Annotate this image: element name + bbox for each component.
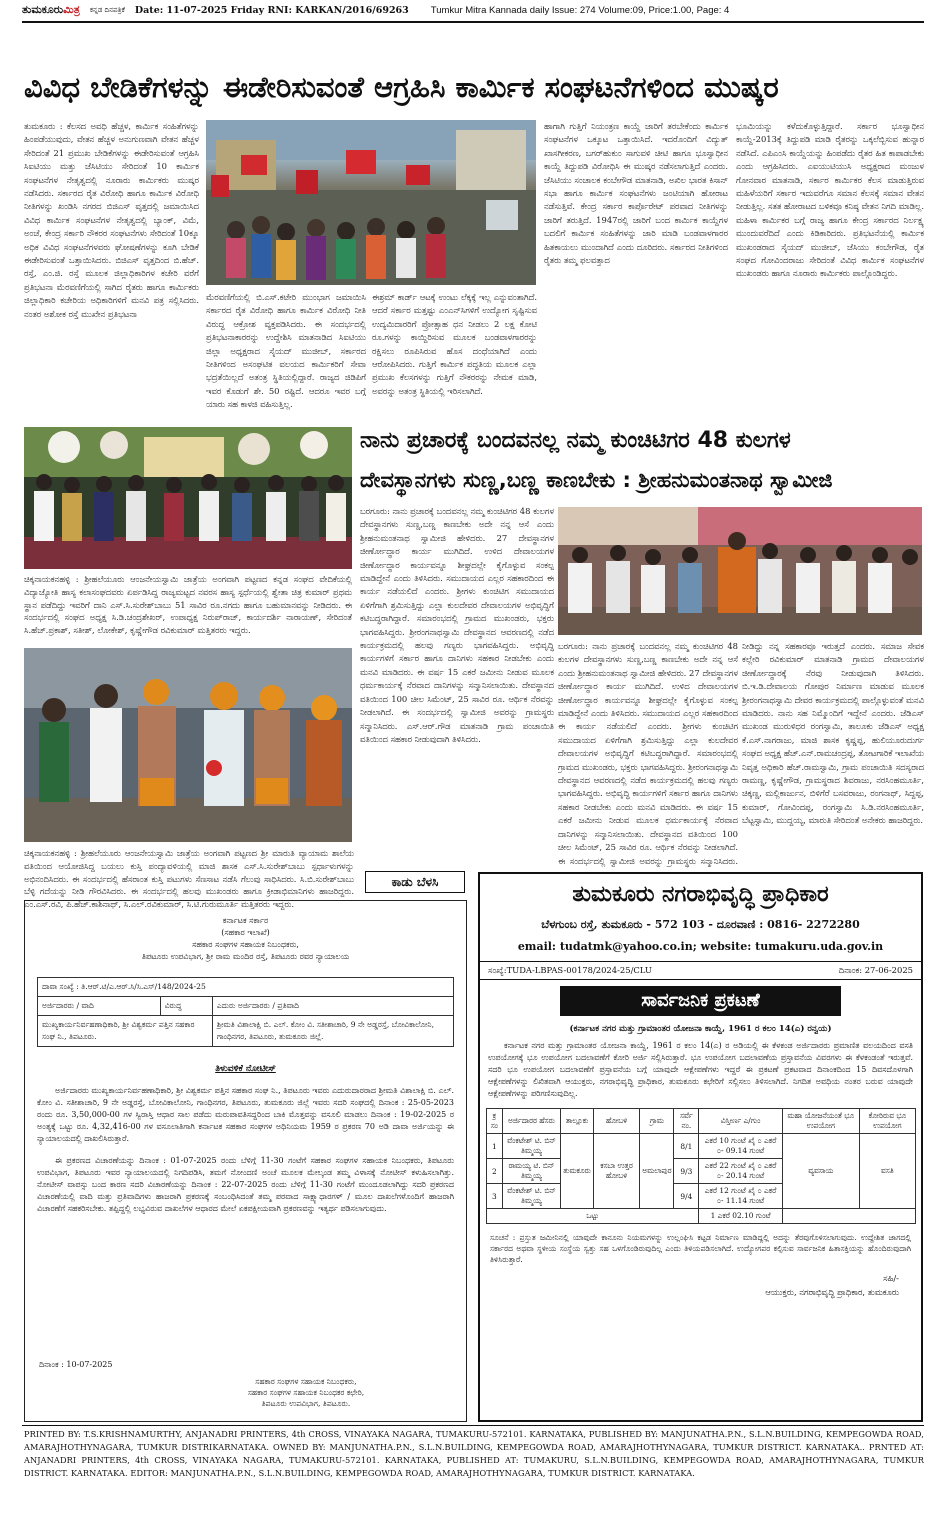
public-notice-banner: ಸಾರ್ವಜನಿಕ ಪ್ರಕಟಣೆ: [560, 986, 841, 1016]
tuda-address: ಬೆಳಗುಂಬ ರಸ್ತೆ, ತುಮಕೂರು - 572 103 - ದೂರವಾಣಿ : 0816- 2272280: [541, 918, 860, 931]
grow-forest-tag: ಕಾಡು ಬೆಳಸಿ: [365, 871, 465, 893]
tuda-contact: email: tudatmk@yahoo.co.in; website: tumakuru.uda.gov.in: [517, 940, 884, 953]
logo-subtitle: ಕನ್ನಡ ದಿನಪತ್ರಿಕೆ: [89, 5, 125, 14]
story2-headline-line1: ನಾನು ಪ್ರಚಾರಕ್ಕೆ ಬಂದವನಲ್ಲ ನಮ್ಮ ಕುಂಚಿಟಿಗರ 48 ಕುಲಗಳ: [360, 428, 791, 453]
th-requested-use: ಕೋರಿರುವ ಭೂ ಉಪಯೋಗ: [859, 1109, 915, 1134]
cooperative-legal-notice: [24, 900, 467, 1422]
cell-applicant: ರಾಮಯ್ಯ ಟಿ. ಬಿನ್ ತಿಮ್ಮಯ್ಯ: [502, 1159, 561, 1184]
table-row: [487, 1134, 916, 1159]
defendant-cell: ಶ್ರೀಮತಿ ವಿಶಾಲಾಕ್ಷಿ ಬಿ. ಎಲ್. ಕೋಂ ವಿ. ಸತೀಶಾಚಾರಿ, 9 ನೇ ಅಡ್ಡರಸ್ತೆ, ಬೋವಿಕಾಲೋನಿ, ಗಾಂಧಿನಗರ, ತಿಪಟೂರು, ತುಮಕೂರು ಜಿಲ್ಲೆ.: [212, 1016, 453, 1047]
notice-govt-header: ಕರ್ನಾಟಕ ಸರ್ಕಾರ: [222, 916, 269, 925]
th-area: ವಿಸ್ತೀರ್ಣ ಎ/ಗುಂ: [699, 1109, 783, 1134]
sign-line1: ಸಹಕಾರ ಸಂಘಗಳ ಸಹಾಯಕ ನಿಬಂಧಕರು,: [255, 1377, 357, 1386]
tuda-public-notice: [478, 872, 923, 1422]
cell-total-label: ಒಟ್ಟು: [487, 1209, 699, 1224]
story2-col1: ಬರಗೂರು: ನಾನು ಪ್ರಚಾರಕ್ಕೆ ಬಂದವನಲ್ಲ ನಮ್ಮ ಕುಂಚಿಟಿಗರ 48 ಕುಲಗಳ ದೇವಸ್ಥಾನಗಳು ಸುಣ್ಣ,ಬಣ್ಣ ಕಾಣಬೇಕು ಅದೇ ನನ್ನ ಆಸೆ ಎಂದು ಶ್ರೀಹನುಮಂತನಾಥ ಸ್ವಾಮೀಜಿ ಹೇಳಿದರು. 27 ದೇವಸ್ಥಾನಗಳ ಜೀರ್ಣೋದ್ಧಾರ ಕಾರ್ಯ ಮುಗಿದಿದೆ. ಉಳಿದ ದೇವಾಲಯಗಳ ಜೀರ್ಣೋದ್ಧಾರ ಕಾರ್ಯವನ್ನೂ ಶೀಘ್ರದಲ್ಲೇ ಕೈಗೊಳ್ಳುವ ಸಂಕಲ್ಪ ಮಾಡಿದ್ದೇನೆ ಎಂದು ತಿಳಿಸಿದರು. ಸಮುದಾಯದ ಎಲ್ಲರ ಸಹಕಾರದಿಂದ ಈ ಕಾರ್ಯ ನಡೆಯಲಿದೆ ಎಂದರು. ಶ್ರೀಗಳು ಕುಂಚಿಟಿಗ ಸಮುದಾಯದ ಏಳಿಗೆಗಾಗಿ ಶ್ರಮಿಸುತ್ತಿದ್ದು ಎಲ್ಲಾ ಕುಲದೇವರ ದೇವಾಲಯಗಳ ಅಭಿವೃದ್ಧಿಗೆ ಕಟಿಬದ್ಧರಾಗಿದ್ದಾರೆ. ಸಮಾರಂಭದಲ್ಲಿ ಗ್ರಾಮದ ಮುಖಂಡರು, ಭಕ್ತರು ಭಾಗವಹಿಸಿದ್ದರು. ಶ್ರೀರಂಗನಾಥಸ್ವಾಮಿ ದೇವಸ್ಥಾನದ ಆವರಣದಲ್ಲಿ ನಡೆದ ಕಾರ್ಯಕ್ರಮದಲ್ಲಿ ಹಲವು ಗಣ್ಯರು ಭಾಗವಹಿಸಿದ್ದರು. ಅಭಿವೃದ್ಧಿ ಕಾರ್ಯಗಳಿಗೆ ಸರ್ಕಾರ ಹಾಗೂ ದಾನಿಗಳು ಸಹಕಾರ ನೀಡಬೇಕು ಎಂದು ಮನವಿ ಮಾಡಿದರು. ಈ ವರ್ಷ 15 ಎಕರೆ ಜಮೀನು ನೀಡುವ ಮೂಲಕ ಧರ್ಮಕಾರ್ಯಕ್ಕೆ ನೆರವಾದ ದಾನಿಗಳನ್ನು ಸನ್ಮಾನಿಸಲಾಯಿತು. ದೇವಸ್ಥಾನದ ವತಿಯಿಂದ 100 ಚೀಲ ಸಿಮೆಂಟ್, 25 ಸಾವಿರ ರೂ. ಆರ್ಥಿಕ ನೆರವನ್ನು ನೀಡಲಾಗಿದೆ. ಈ ಸಂದರ್ಭದಲ್ಲಿ ಸ್ವಾಮೀಜಿ ಅವರನ್ನು ಗ್ರಾಮಸ್ಥರು ಸನ್ಮಾನಿಸಿದರು. ಎಸ್.ಆರ್.ಗೌಡ ಮಾತನಾಡಿ ಗ್ರಾಮ ಪಂಚಾಯಿತಿ ವತಿಯಿಂದ ಸಹಕಾರ ನೀಡುವುದಾಗಿ ತಿಳಿಸಿದರು.: [360, 506, 554, 744]
th-hobli: ಹೋಬಳಿ: [593, 1109, 639, 1134]
issue-date-rni: Date: 11-07-2025 Friday RNI: KARKAN/2016/69263: [134, 4, 409, 16]
cell-total-empty: [782, 1209, 915, 1224]
notice-title: ತಿಳುವಳಿಕೆ ನೋಟೀಸ್: [215, 1064, 276, 1074]
masthead-rule: [22, 21, 924, 23]
story1-headline: ವಿವಿಧ ಬೇಡಿಕೆಗಳನ್ನು ಈಡೇರಿಸುವಂತೆ ಆಗ್ರಹಿಸಿ ಕಾರ್ಮಿಕ ಸಂಘಟನೆಗಳಿಂದ ಮುಷ್ಕರ: [24, 70, 779, 104]
swamiji-photo-art: [558, 507, 922, 635]
cell-survey: 9/3: [674, 1159, 699, 1184]
story1-col3: ಈಶ್ರಮ್ ಕಾರ್ಡ್ ಆಟಕ್ಕೆ ಉಂಟು ಲೆಕ್ಕಕ್ಕೆ ಇಲ್ಲ ಎನ್ನುವಂತಾಗಿದೆ. ಆದರೆ ಸರ್ಕಾರ ಮತ್ತಷ್ಟು ಎಂಎನ್‌ಸಿಗಳಿಗೆ ಉದ್ಯೋಗ ಸೃಷ್ಟಿಸುವ ಉದ್ಯಮಿದಾರರಿಗೆ ಪ್ರೋತ್ಸಾಹ ಧನ ನೀಡಲು 2 ಲಕ್ಷ ಕೋಟಿ ರೂ.ಗಳನ್ನು ಕಾಯ್ದಿರಿಸುವ ಮೂಲಕ ಬಂಡವಾಳಗಾರರನ್ನು ರಕ್ಷಿಸಲು ರೂಪಿಸಿರುವ ಹೊಸ ದಂಧೆಯಾಗಿದೆ ಎಂದು ಆರೋಪಿಸಿದರು. ಗುತ್ತಿಗೆ ಕಾರ್ಮಿಕ ಪದ್ಧತಿಯ ಮೂಲಕ ಎಲ್ಲಾ ಪ್ರಮುಖ ಕೆಲಸಗಳನ್ನು ಗುತ್ತಿಗೆ ನೌಕರರನ್ನು ನೇಮಕ ಮಾಡಿ, ಅವರನ್ನು ಅತಂತ್ರ ಸ್ಥಿತಿಯಲ್ಲಿ ಇರಿಸಲಾಗಿದೆ.: [372, 292, 537, 396]
cell-survey: 8/1: [674, 1134, 699, 1159]
notice-office-address: ತಿಪಟೂರು ಉಪವಿಭಾಗ, ಶ್ರೀ ರಾಮ ಮಂದಿರ ರಸ್ತೆ, ತಿಪಟೂರು ರವರ ನ್ಯಾಯಾಲಯ: [141, 952, 350, 961]
land-use-header-row: [487, 1109, 916, 1134]
logo-text-b: ಮಿತ್ರ: [63, 3, 80, 16]
sign-line2: ಸಹಕಾರ ಸಂಘಗಳ ಸಹಾಯಕ ನಿಬಂಧಕರ ಕಛೇರಿ,: [247, 1388, 365, 1397]
cell-area: ಎಕರೆ 12 ಗುಂಟೆ ಖೈ ೦ ಎಕರೆ ೦- 11.14 ಗುಂಟೆ: [699, 1184, 783, 1209]
cell-survey: 9/4: [674, 1184, 699, 1209]
tuda-ref-date: ದಿನಾಂಕ: 27-06-2025: [838, 965, 913, 975]
swamiji-event-photo: [558, 507, 922, 635]
th-taluk: ತಾಲ್ಲೂಕು: [561, 1109, 594, 1134]
story1-col4: ಹಾಗಾಗಿ ಗುತ್ತಿಗೆ ನಿಯಂತ್ರಣ ಕಾಯ್ದೆ ಜಾರಿಗೆ ತರಬೇಕೆಂದು ಕಾರ್ಮಿಕ ಸಂಘಟನೆಗಳ ಒಕ್ಕೂಟ ಒತ್ತಾಯಿಸಿದೆ. ಇದರೊಂದಿಗೆ ವಿದ್ಯುತ್ ಖಾಸಗೀಕರಣ, ಬಗರ್‌ಹುಕುಂ ಸಾಗುವಳಿ ಚೀಟಿ ಹಾಗೂ ಭೂಸ್ವಾಧೀನ ಕಾಯ್ದೆ ತಿದ್ದುಪಡಿ ವಿರೋಧಿಸಿ ಈ ಮುಷ್ಕರ ನಡೆಸಲಾಗುತ್ತಿದೆ ಎಂದರು. ಜೆಸಿಟಿಯು ಸಂಚಾಲಕ ಕಂಬೇಗೌಡ ಮಾತನಾಡಿ, ಅಖಿಲ ಭಾರತ ಕಿಸಾನ್ ಸಭಾ ಹಾಗೂ ಕಾರ್ಮಿಕ ಸಂಘಟನೆಗಳು ಜಂಟಿಯಾಗಿ ಹೋರಾಟ ನಡೆಸುತ್ತಿವೆ. ಕೇಂದ್ರ ಸರ್ಕಾರ ಕಾರ್ಪೊರೇಟ್ ಪರವಾದ ನೀತಿಗಳನ್ನು ಜಾರಿಗೆ ತರುತ್ತಿದೆ. 1947ರಲ್ಲಿ ಜಾರಿಗೆ ಬಂದ ಕಾರ್ಮಿಕ ಕಾಯ್ದೆಗಳ ಬದಲಿಗೆ ಕಾರ್ಮಿಕ ಸಂಹಿತೆಗಳನ್ನು ಜಾರಿ ಮಾಡಿ ಬಂಡವಾಳಗಾರರ ಹಿತಕಾಯಲು ಮುಂದಾಗಿದೆ ಎಂದು ದೂರಿದರು. ಸರ್ಕಾರದ ನೀತಿಗಳಿಂದ ರೈತರು ತಮ್ಮ ಫಲವತ್ತಾದ: [544, 121, 728, 266]
notice-dept: (ಸಹಕಾರ ಇಲಾಖೆ): [221, 928, 270, 937]
tuda-act-subtitle: (ಕರ್ನಾಟಕ ನಗರ ಮತ್ತು ಗ್ರಾಮಾಂತರ ಯೋಜನಾ ಕಾಯ್ದೆ, 1961 ರ ಕಲಂ 14(ಎ) ರನ್ವಯ): [569, 1024, 832, 1034]
wrestling-caption: ಚಿಕ್ಕನಾಯಕನಹಳ್ಳಿ : ಶ್ರೀಹಲೆಯೂರು ಆಂಜನೇಯಸ್ವಾಮಿ ಜಾತ್ರೆಯ ಅಂಗವಾಗಿ ಪಟ್ಟಣದ ಶ್ರೀ ಮಾರುತಿ ವ್ಯಾಯಾಮ ಶಾಲೆಯ ವತಿಯಿಂದ ಆಯೋಜಿಸಿದ್ದ ಬಯಲು ಕುಸ್ತಿ ಪಂದ್ಯಾವಳಿಯಲ್ಲಿ ಮಾಜಿ ಶಾಸಕ ಎಸ್.ಸಿ.ಸುರೇಶ್‌ಬಾಬು ಸ್ಪರ್ಧಾಳುಗಳನ್ನು ಅಭಿನಂದಿಸಿದರು. ಈ ಸಂದರ್ಭದಲ್ಲಿ ಹೆಸರಾಂತ ಕುಸ್ತಿ ಪಟುಗಳು ಸೆಣಸಾಟ ನಡೆಸಿ ಗೆಲುವು ಸಾಧಿಸಿದರು. ಸಿ.ಬಿ.ಸುರೇಶ್‌ಬಾಬು ಬೆಳ್ಳಿ ಗದೆಯನ್ನು ನೀಡಿ ಗೌರವಿಸಿದರು. ಈ ಸಂದರ್ಭದಲ್ಲಿ ಹಲವು ಮುಖಂಡರು ಹಾಗೂ ಕ್ರೀಡಾಭಿಮಾನಿಗಳು ಹಾಜರಿದ್ದರು. ಎಂ.ಎಸ್.ರವಿ, ಪಿ.ಹೆಚ್.ಕಾಶಿನಾಥ್, ಸಿ.ಎಲ್.ರವಿಕುಮಾರ್, ಸಿ.ಟಿ.ಗುರುಮೂರ್ತಿ ಮತ್ತಿತರರು ಇದ್ದರು.: [24, 848, 354, 910]
case-number: ದಾವಾ ಸಂಖ್ಯೆ : ತಿ.ಆರ್.ಟಿ/ಎ.ಆರ್.ಸಿ/ಸಿ.ಎಸ್/148/2024-25: [38, 978, 454, 997]
cell-area: ಎಕರೆ 10 ಗುಂಟೆ ಖೈ ೦ ಎಕರೆ ೦- 09.14 ಗುಂಟೆ: [699, 1134, 783, 1159]
issue-info: Tumkur Mitra Kannada daily Issue: 274 Volume:09, Price:1.00, Page: 4: [430, 4, 730, 16]
notice-para2: ಈ ಪ್ರಕರಣದ ವಿಚಾರಣೆಯನ್ನು ದಿನಾಂಕ : 01-07-2025 ರಂದು ಬೆಳಿಗ್ಗೆ 11-30 ಗಂಟೆಗೆ ಸಹಕಾರ ಸಂಘಗಳ ಸಹಾಯಕ ನಿಬಂಧಕರು, ತಿಪಟೂರು ಉಪವಿಭಾಗ, ತಿಪಟೂರು ಇವರ ನ್ಯಾಯಾಲಯದಲ್ಲಿ ನಿಗದಿಪಡಿಸಿ, ತಮಗೆ ನೋಂದಣಿ ಅಂಚೆ ಮೂಲಕ ಮೇಲ್ಕಂಡ ತಮ್ಮ ವಿಳಾಸಕ್ಕೆ ನೋಟೀಸ್ ಕಳುಹಿಸಲಾಗಿತ್ತು. ನೋಟೀಸ್ ವಾಪಸ್ಸು ಬಂದ ಕಾರಣ ಸದರಿ ವಿಚಾರಣೆಯನ್ನು ದಿನಾಂಕ : 22-07-2025 ರಂದು ಬೆಳಿಗ್ಗೆ 11-30 ಗಂಟೆಗೆ ಮುಂದೂಡಲಾಗಿದ್ದು ಸದರಿ ಪ್ರಕರಣದ ವಿಚಾರಣೆಯಲ್ಲಿ ವಾದಿ ಮತ್ತು ಪ್ರತಿವಾದಿಗಳು ಹಾಜರಾಗಿ ಪ್ರಕರಣಕ್ಕೆ ಸಂಬಂಧಿಸಿದಂತೆ ತಮ್ಮ ಪರವಾದ ಸಾಕ್ಷ್ಯಾಧಾರಗಳ್ / ಮೂಲ ದಾಖಲೆಗಳೊಂದಿಗೆ ಹಾಜರಾಗಿ ವಿಚಾರಣೆಗೆ ಸಹಕರಿಸಬೇಕು. ತಪ್ಪಿದ್ದಲ್ಲಿ ಲಭ್ಯವಿರುವ ದಾಖಲೆಗಳ ಆಧಾರದ ಮೇಲೆ ಏಕಪಕ್ಷೀಯವಾಗಿ ಪ್ರಕರಣವನ್ನು ಇತ್ಯರ್ಥ ಪಡಿಸಲಾಗುವುದು.: [37, 1156, 454, 1213]
notice-date: ದಿನಾಂಕ : 10-07-2025: [39, 1360, 113, 1369]
newspaper-logo: [22, 3, 80, 17]
award-photo-art: [24, 427, 352, 569]
tuda-sign-line2: ಆಯುಕ್ತರು, ನಗರಾಭಿವೃದ್ಧಿ ಪ್ರಾಧಿಕಾರ, ತುಮಕೂರು: [765, 1287, 899, 1297]
col-vs-head: ವಿರುದ್ಧ: [160, 997, 212, 1016]
imprint-footer: PRINTED BY: T.S.KRISHNAMURTHY, ANJANADRI PRINTERS, 4th CROSS, VINAYAKA NAGARA, TUMAKURU-572101. KARNATAKA, PUBLISHED BY: MANJUNATHA.P.N., S.L.N.BUILDING, KEMPEGOWDA ROAD, AMARAJHOTHYNAGARA, TUMKUR DISTRIKARNATAKA. OWNED BY: MANJUNATHA.P.N., S.L.N.BUILDING, KEMPEGOWDA ROAD, AMARAJHOTHYNAGARA, TUMKUR DISTRICT. KARNATAKA.. PRNTED AT: ANJANADRI PRINTERS, 4th CROSS, VINAYAKA NAGARA, TUMAKURU-572101. KARNATAKA, PUBLISHED AT: TUMAKURU, S.L.N.BUILDING, KEMPEGOWDA ROAD, AMARAJHOTHYNAGARA, TUMKUR DISTRICT. KARNATAKA. EDITOR: MANJUNATHA.P.N., S.L.N.BUILDING, KEMPEGOWDA ROAD, AMARAJHOTHYNAGARA, TUMKUR DISTRICT. KARNATAKA.: [24, 1429, 924, 1478]
notice-office: ಸಹಕಾರ ಸಂಘಗಳ ಸಹಾಯಕ ನಿಬಂಧಕರು,: [192, 940, 299, 949]
cell-village: ಅಮಲಾಪುರ: [640, 1134, 674, 1209]
notice-para1: ಅರ್ಜಿದಾರರು ಮುಖ್ಯಕಾರ್ಯನಿರ್ವಹಣಾಧಿಕಾರಿ, ಶ್ರೀ ವಿಶ್ವಕರ್ಮ ಪತ್ತಿನ ಸಹಕಾರ ಸಂಘ ನಿ., ತಿಪಟೂರು ಇವರು ಎದುರುದಾರರಾದ ಶ್ರೀಮತಿ ವಿಶಾಲಾಕ್ಷಿ ಬಿ. ಎಲ್. ಕೋಂ ವಿ. ಸತೀಶಾಚಾರಿ, 9 ನೇ ಅಡ್ಡರಸ್ತೆ, ಬೋವಿಕಾಲೋನಿ, ಗಾಂಧಿನಗರ, ತಿಪಟೂರು, ತುಮಕೂರು ಜಿಲ್ಲೆ ಇವರು ಸದರಿ ಸಂಘದಲ್ಲಿ ದಿನಾಂಕ : 25-05-2023 ರಂದು ರೂ. 3,50,000-00 ಗಳ ಸ್ವಿರಾಸ್ತಿ ಆಧಾರ ಸಾಲ ಪಡೆದು ಮರುಪಾವತಿಸದ್ದರಿಂದ ಬಾಕಿ ಮೊತ್ತವನ್ನು ವಸೂಲಿ ಮಾಡಲು ದಿನಾಂಕ : 19-02-2025 ರ ಅಂತ್ಯಕ್ಕೆ ಒಟ್ಟು ರೂ. 4,32,416-00 ಗಳ ವಸೂಲಾತಿಗಾಗಿ ಕರ್ನಾಟಕ ಸಹಕಾರ ಸಂಘಗಳ ಅಧಿನಿಯಮ 1959 ರ ಪ್ರಕರಣ 70 ಅಡಿ ದಾವಾ ಅರ್ಜಿಯನ್ನು ಈ ನ್ಯಾಯಾಲಯದಲ್ಲಿ ದಾಖಲಿಸಿರುತ್ತಾರೆ.: [37, 1086, 454, 1143]
wrestling-photo: [24, 648, 352, 842]
th-survey: ಸರ್ವೆ ನಂ.: [674, 1109, 699, 1134]
col-plaintiff-head: ಅರ್ಜಿದಾರರು / ವಾದಿ: [38, 997, 161, 1016]
story2-col2-left: ಬರಗೂರು: ನಾನು ಪ್ರಚಾರಕ್ಕೆ ಬಂದವನಲ್ಲ ನಮ್ಮ ಕುಂಚಿಟಿಗರ 48 ಕುಲಗಳ ದೇವಸ್ಥಾನಗಳು ಸುಣ್ಣ,ಬಣ್ಣ ಕಾಣಬೇಕು ಅದೇ ನನ್ನ ಆಸೆ ಎಂದು ಶ್ರೀಹನುಮಂತನಾಥ ಸ್ವಾಮೀಜಿ ಹೇಳಿದರು. 27 ದೇವಸ್ಥಾನಗಳ ಜೀರ್ಣೋದ್ಧಾರ ಕಾರ್ಯ ಮುಗಿದಿದೆ. ಉಳಿದ ದೇವಾಲಯಗಳ ಜೀರ್ಣೋದ್ಧಾರ ಕಾರ್ಯವನ್ನೂ ಶೀಘ್ರದಲ್ಲೇ ಕೈಗೊಳ್ಳುವ ಸಂಕಲ್ಪ ಮಾಡಿದ್ದೇನೆ ಎಂದು ತಿಳಿಸಿದರು. ಸಮುದಾಯದ ಎಲ್ಲರ ಸಹಕಾರದಿಂದ ಈ ಕಾರ್ಯ ನಡೆಯಲಿದೆ ಎಂದರು. ಶ್ರೀಗಳು ಕುಂಚಿಟಿಗ ಸಮುದಾಯದ ಏಳಿಗೆಗಾಗಿ ಶ್ರಮಿಸುತ್ತಿದ್ದು ಎಲ್ಲಾ ಕುಲದೇವರ ದೇವಾಲಯಗಳ ಅಭಿವೃದ್ಧಿಗೆ ಕಟಿಬದ್ಧರಾಗಿದ್ದಾರೆ. ಸಮಾರಂಭದಲ್ಲಿ ಗ್ರಾಮದ ಮುಖಂಡರು, ಭಕ್ತರು ಭಾಗವಹಿಸಿದ್ದರು. ಶ್ರೀರಂಗನಾಥಸ್ವಾಮಿ ದೇವಸ್ಥಾನದ ಆವರಣದಲ್ಲಿ ನಡೆದ ಕಾರ್ಯಕ್ರಮದಲ್ಲಿ ಹಲವು ಗಣ್ಯರು ಭಾಗವಹಿಸಿದ್ದರು. ಅಭಿವೃದ್ಧಿ ಕಾರ್ಯಗಳಿಗೆ ಸರ್ಕಾರ ಹಾಗೂ ದಾನಿಗಳು ಸಹಕಾರ ನೀಡಬೇಕು ಎಂದು ಮನವಿ ಮಾಡಿದರು. ಈ ವರ್ಷ 15 ಎಕರೆ ಜಮೀನು ನೀಡುವ ಮೂಲಕ ಧರ್ಮಕಾರ್ಯಕ್ಕೆ ನೆರವಾದ ದಾನಿಗಳನ್ನು ಸನ್ಮಾನಿಸಲಾಯಿತು. ದೇವಸ್ಥಾನದ ವತಿಯಿಂದ 100 ಚೀಲ ಸಿಮೆಂಟ್, 25 ಸಾವಿರ ರೂ. ಆರ್ಥಿಕ ನೆರವನ್ನು ನೀಡಲಾಗಿದೆ. ಈ ಸಂದರ್ಭದಲ್ಲಿ ಸ್ವಾಮೀಜಿ ಅವರನ್ನು ಗ್ರಾಮಸ್ಥರು ಸನ್ಮಾನಿಸಿದರು.: [558, 641, 738, 866]
cell-applicant: ವೆಂಕಟೇಶ್ ಟಿ. ಬಿನ್ ತಿಮ್ಮಯ್ಯ: [502, 1184, 561, 1209]
th-sl: ಕ್ರ ಸಂ: [487, 1109, 503, 1134]
tuda-ref-number: ಸಂಖ್ಯೆ:TUDA-LBPAS-00178/2024-25/CLU: [488, 965, 652, 975]
th-village: ಗ್ರಾಮ: [640, 1109, 674, 1134]
cell-taluk: ತುಮಕೂರು: [561, 1134, 594, 1209]
tuda-title: ತುಮಕೂರು ನಗರಾಭಿವೃದ್ಧಿ ಪ್ರಾಧಿಕಾರ: [572, 882, 829, 907]
cell-requested-use: ವಸತಿ: [859, 1134, 915, 1209]
col-defendant-head: ಎದುರು ಅರ್ಜಿದಾರರು / ಪ್ರತಿವಾದಿ: [212, 997, 453, 1016]
case-party-table: [37, 977, 454, 1047]
land-use-table: [486, 1108, 916, 1224]
footer-rule: [22, 1425, 924, 1426]
story1-col2: ಮೆರವಣಿಗೆಯಲ್ಲಿ ಬಿ.ಎಸ್.ಕಟೇರಿ ಮುಂಭಾಗ ಜಮಾಯಿಸಿ ಸರ್ಕಾರದ ರೈತ ವಿರೋಧಿ ಹಾಗೂ ಕಾರ್ಮಿಕ ವಿರೋಧಿ ನೀತಿ ವಿರುದ್ಧ ಆಕ್ರೋಶ ವ್ಯಕ್ತಪಡಿಸಿದರು. ಈ ಸಂದರ್ಭದಲ್ಲಿ ಪ್ರತಿಭಟನಾಕಾರರನ್ನು ಉದ್ದೇಶಿಸಿ ಮಾತನಾಡಿದ ಸಿಐಟಿಯು ಜಿಲ್ಲಾ ಅಧ್ಯಕ್ಷರಾದ ಸೈಯದ್ ಮುಜೀಬ್, ಸರ್ಕಾರದ ನೀತಿಗಳಿಂದ ಅಸಂಘಟಿತ ವಲಯದ ಕಾರ್ಮಿಕರಿಗೆ ಸೇವಾ ಭದ್ರತೆಯಿಲ್ಲದೆ ಅತಂತ್ರ ಸ್ಥಿತಿಯಲ್ಲಿದ್ದಾರೆ. ರಾಜ್ಯದ ಜಿಡಿಪಿಗೆ ಇವರ ಕೊಡುಗೆ ಶೇ. 50 ರಷ್ಟಿದೆ. ಆದರೂ ಇವರ ಬಗ್ಗೆ ಯಾರು ಸಹ ಕಾಳಜಿ ವಹಿಸುತ್ತಿಲ್ಲ.: [206, 292, 366, 410]
wrestling-photo-art: [24, 648, 352, 842]
logo-text-a: ತುಮಕೂರು: [22, 3, 64, 16]
tuda-reference-row: [480, 961, 921, 980]
cell-sl: 2: [487, 1159, 503, 1184]
th-applicant: ಅರ್ಜಿದಾರರ ಹೆಸರು: [502, 1109, 561, 1134]
cell-sl: 3: [487, 1184, 503, 1209]
cell-hobli: ಕಸಬಾ ಉತ್ತರ ಹೋಬಳಿ: [593, 1134, 639, 1209]
protest-photo-art: [206, 120, 536, 285]
masthead: [0, 0, 945, 20]
story2-headline-line2: ದೇವಸ್ಥಾನಗಳು ಸುಣ್ಣ,ಬಣ್ಣ ಕಾಣಬೇಕು : ಶ್ರೀಹನುಮಂತನಾಥ ಸ್ವಾಮೀಜಿ: [360, 468, 833, 492]
tuda-sign-line1: ಸಹಿ/-: [883, 1273, 899, 1283]
story2-col2: ನೀಡಿದ್ದು ನನ್ನ ಸಹಕಾರವೂ ಇರುತ್ತದೆ ಎಂದರು. ಸಮಾಜ ಸೇವಕ ಕಲ್ಲೇರಿ ರವಿಕುಮಾರ್ ಮಾತನಾಡಿ ಗ್ರಾಮದ ದೇವಾಲಯಗಳ ಜೀರ್ಣೋದ್ಧಾರಕ್ಕೆ ನೆರವು ನೀಡುವುದಾಗಿ ತಿಳಿಸಿದರು. ಬಿ.ಇ.ಡಿ.ದೇವಾಲಯ ಗೋಪುರ ನಿರ್ಮಾಣ ಮಾಡುವ ಮೂಲಕ ಶ್ರೀರಂಗನಾಥಸ್ವಾಮಿ ದೇವರ ಕಾರ್ಯಕ್ರಮದಲ್ಲಿ ಪಾಲ್ಗೊಳ್ಳುವಂತೆ ಮನವಿ ಮಾಡಿದರು. ನಾನು ಸಹ ನಿಮ್ಮೊಂದಿಗೆ ಇದ್ದೇನೆ ಎಂದರು. ಜೆಡಿಎಸ್ ಮುಖಂಡ ಮುರುಳಿಧರ ರಂಗಸ್ವಾಮಿ, ತಾಲೂಕು ಜೆಡಿಎಸ್ ಅಧ್ಯಕ್ಷ ಕೆ.ಎಸ್.ನಾಗರಾಜು, ಮಾಜಿ ಶಾಸಕ ಕೃಷ್ಣಪ್ಪ, ಹುಲಿಯೂರುದುರ್ಗ ಸಂಘದ ಅಧ್ಯಕ್ಷ ಹೆಚ್.ಎನ್.ರಾಮಚಂದ್ರಪ್ಪ, ತೋಟಗಾರಿಕೆ ಇಲಾಖೆಯ ನಿವೃತ್ತ ಅಧಿಕಾರಿ ಹೆಚ್.ರಾಮಸ್ವಾಮಿ, ಗ್ರಾಮ ಪಂಚಾಯಿತಿ ಸದಸ್ಯರಾದ ರಾಮಣ್ಣ, ಕೃಷ್ಣೇಗೌಡ, ಗ್ರಾಮಸ್ಥರಾದ ಶಿವರಾಜು, ನರಸಿಂಹಮೂರ್ತಿ, ಚಿಕ್ಕಣ್ಣ, ಮಲ್ಲಿಕಾರ್ಜುನ, ಬಿಳಿಗೆರೆ ಬಸವರಾಜು, ರಂಗನಾಥ್, ಸಿದ್ದಪ್ಪ, ಕುಮಾರ್, ಗೋವಿಂದಪ್ಪ, ರಂಗಸ್ವಾಮಿ ಸಿ.ಡಿ.ನರಸಿಂಹಮೂರ್ತಿ, ಬೆಟ್ಟಸ್ವಾಮಿ, ಮುದ್ದಯ್ಯ, ಮಾರುತಿ ಸೇರಿದಂತೆ ಅನೇಕರು ಹಾಜರಿದ್ದರು.: [742, 641, 924, 826]
tuda-signature: [480, 1265, 921, 1299]
cell-sl: 1: [487, 1134, 503, 1159]
plaintiff-cell: ಮುಖ್ಯಕಾರ್ಯನಿರ್ವಹಣಾಧಿಕಾರಿ, ಶ್ರೀ ವಿಶ್ವಕರ್ಮ ಪತ್ತಿನ ಸಹಕಾರ ಸಂಘ ನಿ., ತಿಪಟೂರು.: [38, 1016, 213, 1047]
protest-march-photo: [206, 120, 536, 285]
tuda-body-text: ಕರ್ನಾಟಕ ನಗರ ಮತ್ತು ಗ್ರಾಮಾಂತರ ಯೋಜನಾ ಕಾಯ್ದೆ, 1961 ರ ಕಲಂ 14(ಎ) ರ ಅಡಿಯಲ್ಲಿ ಈ ಕೆಳಕಂಡ ಅರ್ಜಿದಾರರು ಪ್ರಮಾಣಿತ ವಲಯದಿಂದ ವಸತಿ ಉಪಯೋಗಕ್ಕೆ ಭೂ ಉಪಯೋಗ ಬದಲಾವಣೆಗೆ ಕೋರಿ ಅರ್ಜಿ ಸಲ್ಲಿಸಿರುತ್ತಾರೆ. ಭೂ ಉಪಯೋಗ ಬದಲಾವಣೆಯ ಪ್ರಸ್ತಾವನೆಯ ವಿವರಗಳು ಈ ಕೆಳಕಂಡಂತೆ ಇರುತ್ತವೆ. ಸದರಿ ಭೂ ಉಪಯೋಗ ಬದಲಾವಣೆಗೆ ಪ್ರಸ್ತಾವನೆಯ ಬಗ್ಗೆ ಯಾವುದೇ ಆಕ್ಷೇಪಣೆಗಳು ಇದ್ದರೆ ಈ ಪ್ರಕಟಣೆ ಪ್ರಕಟವಾದ ದಿನಾಂಕದಿಂದ 15 ದಿವಸದೊಳಗಾಗಿ ಆಕ್ಷೇಪಣೆಗಳನ್ನು ಲಿಖಿತವಾಗಿ ಆಯುಕ್ತರು, ನಗರಾಭಿವೃದ್ಧಿ ಪ್ರಾಧಿಕಾರ, ತುಮಕೂರು ಕಛೇರಿಗೆ ಸಲ್ಲಿಸಲು ತಿಳಿಸಲಾಗಿದೆ. ನಿಗದಿತ ಅವಧಿಯ ನಂತರ ಬರುವ ಯಾವುದೇ ಆಕ್ಷೇಪಣೆಗಳನ್ನು ಪರಿಗಣಿಸುವುದಿಲ್ಲ.: [488, 1041, 913, 1098]
tuda-note: ಸೂಚನೆ : ಪ್ರಸ್ತುತ ಜಮೀನಿನಲ್ಲಿ ಯಾವುದೇ ಕಾನೂನು ನಿಯಮಗಳನ್ನು ಉಲ್ಲಂಘಿಸಿ ಕಟ್ಟಡ ನಿರ್ಮಾಣ ಮಾಡಿದ್ದಲ್ಲಿ ಅದನ್ನು ತೆರವುಗೊಳಿಸಲಾಗುವುದು. ಉದ್ದೇಶಿತ ಜಾಗದಲ್ಲಿ ಸರ್ಕಾರದ ಅಥವಾ ಸ್ಥಳೀಯ ಸಂಸ್ಥೆಯ ಸ್ವತ್ತು ಸಹ ಒಳಗೊಂಡಿರುವುದಿಲ್ಲ ಎಂದು ತಿಳಿಯಪಡಿಸಲಾಗಿದೆ. ಉದ್ಯೋಗಪರ ಕಲ್ಪಿಸುವ ಸಾರ್ವಜನಿಕ ಹಿತಾಸಕ್ತಿಯನ್ನು ಹೊಂದಿರುವುದಾಗಿ ತಿಳಿಸಿರುತ್ತಾರೆ.: [490, 1233, 911, 1264]
notice-signature: [206, 1376, 406, 1409]
cell-master-use: ವ್ಯವಸಾಯ: [782, 1134, 859, 1209]
cell-applicant: ವೆಂಕಟೇಶ್ ಟಿ. ಬಿನ್ ತಿಮ್ಮಯ್ಯ: [502, 1134, 561, 1159]
th-master-use: ಮಹಾ ಯೋಜನೆಯಂತೆ ಭೂ ಉಪಯೋಗ: [782, 1109, 859, 1134]
table-total-row: [487, 1209, 916, 1224]
award-ceremony-photo: [24, 427, 352, 569]
cell-total-area: 1 ಎಕರೆ 02.10 ಗುಂಟೆ: [699, 1209, 783, 1224]
story1-col1: ತುಮಕೂರು : ಕೆಲಸದ ಅವಧಿ ಹೆಚ್ಚಳ, ಕಾರ್ಮಿಕ ಸಂಹಿತೆಗಳನ್ನು ಹಿಂಪಡೆಯುವುದು, ವೇತನ ಹೆಚ್ಚಳ ಅನುಗುಣವಾಗಿ ವೇತನ ಹೆಚ್ಚಳ ಸೇರಿದಂತೆ 21 ಪ್ರಮುಖ ಬೇಡಿಕೆಗಳನ್ನು ಈಡೇರಿಸುವಂತೆ ಆಗ್ರಹಿಸಿ ಸಿಐಟಿಯು ಮತ್ತು ಜೆಸಿಟಿಯು ಸೇರಿದಂತೆ 10 ಕಾರ್ಮಿಕ ಸಂಘಟನೆಗಳ ನೇತೃತ್ವದಲ್ಲಿ ನೂರಾರು ಕಾರ್ಮಿಕರು ಮುಷ್ಕರ ನಡೆಸಿದರು. ಸರ್ಕಾರದ ರೈತ ವಿರೋಧಿ ಹಾಗೂ ಕಾರ್ಮಿಕ ವಿರೋಧಿ ನೀತಿಗಳನ್ನು ಖಂಡಿಸಿ ನಗರದ ಬಿಜಿಎಸ್ ವೃತ್ತದಲ್ಲಿ ಜಮಾಯಿಸಿದ ವಿವಿಧ ಕಾರ್ಮಿಕ ಸಂಘಟನೆಗಳ ನೇತೃತ್ವದಲ್ಲಿ ಬ್ಯಾಂಕ್, ವಿಮೆ, ಅಂಚೆ, ಕೇಂದ್ರ ಸರ್ಕಾರಿ ನೌಕರರ ಸಂಘಟನೆಗಳು ಸೇರಿದಂತೆ 10ಕ್ಕೂ ಅಧಿಕ ವಿವಿಧ ಸಂಘಟನೆಗಳವರು ಘೋಷಣೆಗಳನ್ನು ಕೂಗಿ ಬೇಡಿಕೆ ಈಡೇರಿಸುವಂತೆ ಒತ್ತಾಯಿಸಿದರು. ಬಿಜಿಎಸ್ ವೃತ್ತದಿಂದ ಬಿ.ಹೆಚ್. ರಸ್ತೆ, ಎಂ.ಜಿ. ರಸ್ತೆ ಮೂಲಕ ಜಿಲ್ಲಾಧಿಕಾರಿಗಳ ಕಚೇರಿ ವರೆಗೆ ಪ್ರತಿಭಟನಾ ಮೆರವಣಿಗೆಯಲ್ಲಿ ಸಾಗಿದ ರೈತರು ಹಾಗೂ ಕಾರ್ಮಿಕರು ಜಿಲ್ಲಾಧಿಕಾರಿ ಕಚೇರಿಯ ಅಧಿಕಾರಿಗಳಿಗೆ ಮನವಿ ಪತ್ರ ಸಲ್ಲಿಸಿದರು. ನಂತರ ಅಶೋಕ ರಸ್ತೆ ಮುಖೇನ ಪ್ರತಿಭಟನಾ: [24, 121, 199, 319]
story1-col5: ಭೂಮಿಯನ್ನು ಕಳೆದುಕೊಳ್ಳುತ್ತಿದ್ದಾರೆ. ಸರ್ಕಾರ ಭೂಸ್ವಾಧೀನ ಕಾಯ್ದೆ-2013ಕ್ಕೆ ತಿದ್ದುಪಡಿ ಮಾಡಿ ರೈತರನ್ನು ಒಕ್ಕಲೆಬ್ಬಿಸುವ ಹುನ್ನಾರ ನಡೆಸಿದೆ. ಎಪಿಎಂಸಿ ಕಾಯ್ದೆಯನ್ನು ಹಿಂಪಡೆದು ರೈತರ ಹಿತ ಕಾಪಾಡಬೇಕು ಎಂದು ಆಗ್ರಹಿಸಿದರು. ಎಐಯುಟಿಯುಸಿ ಅಧ್ಯಕ್ಷರಾದ ಮಂಜುಳ ಗೋನವಾರ ಮಾತನಾಡಿ, ಸರ್ಕಾರ ಕಾರ್ಮಿಕರ ಕೆಲಸ ಮಾಡುತ್ತಿರುವ ಮಹಿಳೆಯರಿಗೆ ಸರ್ಕಾರ ಇದುವರೆಗೂ ಸಮಾನ ಕೆಲಸಕ್ಕೆ ಸಮಾನ ವೇತನ ನೀಡುತ್ತಿಲ್ಲ. ಸತತ ಹೋರಾಟದ ಬಳಿಕವೂ ಕನಿಷ್ಠ ವೇತನ ನಿಗದಿ ಮಾಡಿಲ್ಲ. ಮಹಿಳಾ ಕಾರ್ಮಿಕರ ಬಗ್ಗೆ ರಾಜ್ಯ ಹಾಗೂ ಕೇಂದ್ರ ಸರ್ಕಾರದ ನಿರ್ಲಕ್ಷ್ಯ ಮುಂದುವರೆದಿದೆ ಎಂದು ಕಿಡಿಕಾರಿದರು. ಪ್ರತಿಭಟನೆಯಲ್ಲಿ ಕಾರ್ಮಿಕ ಮುಖಂಡರಾದ ಸೈಯದ್ ಮುಜೀಬ್, ಜೆಸಿಯು ಕಂಬೇಗೌಡ, ರೈತ ಸಂಘದ ಗೋವಿಂದರಾಜು ಸೇರಿದಂತೆ ವಿವಿಧ ಕಾರ್ಮಿಕ ಸಂಘಟನೆಗಳ ಮುಖಂಡರು ಹಾಗೂ ನೂರಾರು ಕಾರ್ಮಿಕರು ಪಾಲ್ಗೊಂಡಿದ್ದರು.: [736, 121, 924, 279]
cell-area: ಎಕರೆ 22 ಗುಂಟೆ ಖೈ ೦ ಎಕರೆ ೦- 20.14 ಗುಂಟೆ: [699, 1159, 783, 1184]
sign-line3: ತಿಪಟೂರು ಉಪವಿಭಾಗ, ತಿಪಟೂರು.: [261, 1399, 351, 1408]
award-ceremony-caption: ಚಿಕ್ಕನಾಯಕನಹಳ್ಳಿ : ಶ್ರೀಹಲೆಯೂರು ಆಂಜನೇಯಸ್ವಾಮಿ ಜಾತ್ರೆಯ ಅಂಗವಾಗಿ ಪಟ್ಟಣದ ಕನ್ನಡ ಸಂಘದ ವೇದಿಕೆಯಲ್ಲಿ ವಿದ್ಯಾಜ್ಯೋತಿ ಹಾಸ್ಯ ಕಲಾಸಂಘದವರು ಏರ್ಪಡಿಸಿದ್ದ ರಾಜ್ಯಮಟ್ಟದ ನವರಸ ಹಾಸ್ಯ ಸ್ಪರ್ಧೆಯಲ್ಲಿ ಶ್ವೇತಾ ಚಿತ್ರ ಕುಮಾರ್ ಪ್ರಥಮ ಸ್ಥಾನ ಪಡೆದಿದ್ದು ಇವರಿಗೆ ದಾನಿ ಎಸ್.ಸಿ.ಸುರೇಶ್‌ಬಾಬು 51 ಸಾವಿರ ರೂ.ನಗದು ಹಾಗೂ ಬಹುಮಾನವನ್ನು ನೀಡಿದರು. ಈ ಸಂದರ್ಭದಲ್ಲಿ ಸಂಘದ ಅಧ್ಯಕ್ಷ ಸಿ.ಡಿ.ಚಂದ್ರಶೇಖರ್, ಉಪಾಧ್ಯಕ್ಷ ನಿರುಪ್‌ರಾಜ್, ಕಾರ್ಯದರ್ಶಿ ನಾರಾಯಣ್, ಸೇರಿದಂತೆ ಸಿ.ಹೆಚ್.ಪ್ರಕಾಶ್, ಸತೀಶ್, ಲೋಕೇಶ್, ಕೃಷ್ಣೇಗೌಡ ರವಿಕುಮಾರ್ ಮತ್ತಿತರರು ಇದ್ದರು.: [24, 574, 352, 636]
